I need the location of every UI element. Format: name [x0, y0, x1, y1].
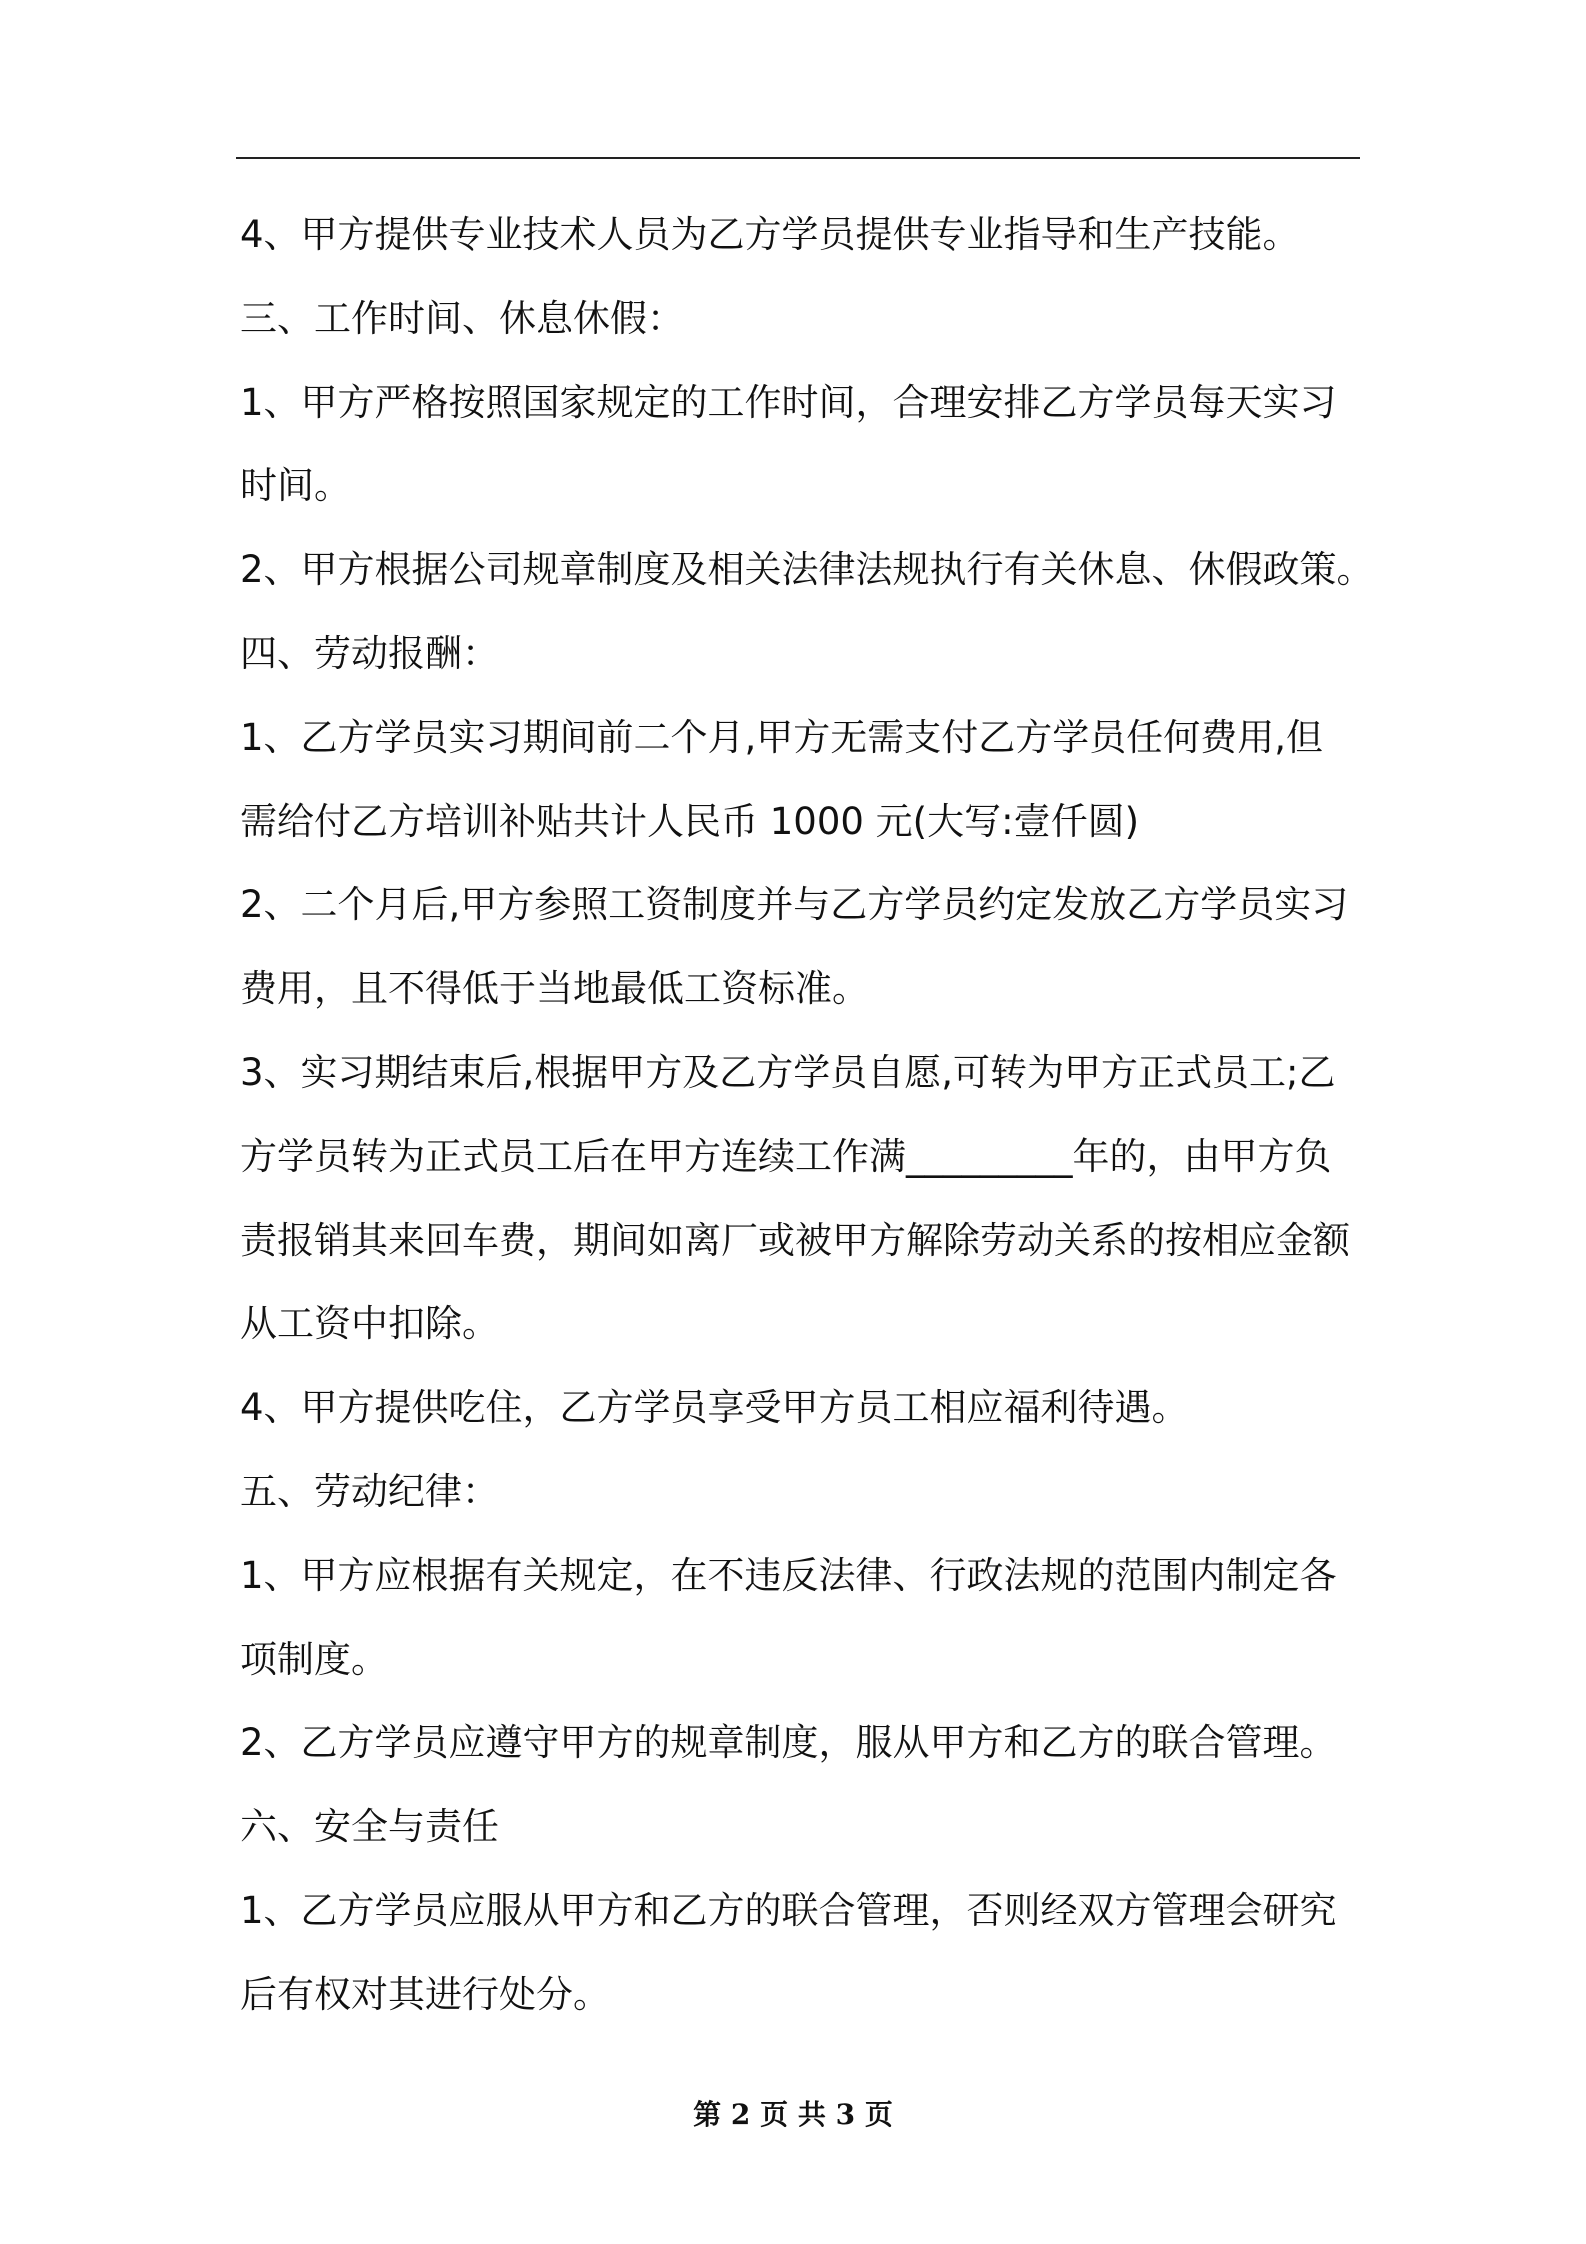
header-rule — [236, 157, 1360, 159]
section-heading: 三、工作时间、休息休假： — [240, 296, 684, 340]
document-body — [240, 193, 1374, 2037]
section-heading: 六、安全与责任 — [240, 1805, 499, 1849]
paragraph-line: 需给付乙方培训补贴共计人民币 1000 元(大写:壹仟圆) — [240, 799, 1140, 843]
paragraph-line: 项制度。 — [240, 1637, 388, 1681]
paragraph-line: 4、甲方提供吃住，乙方学员享受甲方员工相应福利待遇。 — [240, 1386, 1189, 1430]
section-heading: 五、劳动纪律： — [240, 1469, 499, 1513]
paragraph-line: 1、乙方学员应服从甲方和乙方的联合管理，否则经双方管理会研究 — [240, 1888, 1337, 1932]
paragraph-line: 责报销其来回车费，期间如离厂或被甲方解除劳动关系的按相应金额 — [240, 1218, 1350, 1262]
paragraph-line: 时间。 — [240, 464, 351, 508]
paragraph-line: 3、实习期结束后,根据甲方及乙方学员自愿,可转为甲方正式员工;乙 — [240, 1050, 1336, 1094]
paragraph-line: 后有权对其进行处分。 — [240, 1972, 610, 2016]
paragraph-line: 从工资中扣除。 — [240, 1302, 499, 1346]
paragraph-line: 2、甲方根据公司规章制度及相关法律法规执行有关休息、休假政策。 — [240, 548, 1374, 592]
paragraph-line: 2、二个月后,甲方参照工资制度并与乙方学员约定发放乙方学员实习 — [240, 883, 1349, 927]
paragraph-line: 1、乙方学员实习期间前二个月,甲方无需支付乙方学员任何费用,但 — [240, 715, 1324, 759]
paragraph-line: 1、甲方严格按照国家规定的工作时间，合理安排乙方学员每天实习 — [240, 380, 1337, 424]
paragraph-line: 2、乙方学员应遵守甲方的规章制度，服从甲方和乙方的联合管理。 — [240, 1721, 1337, 1765]
page-number-footer: 第 2 页 共 3 页 — [693, 2098, 893, 2131]
paragraph-line: 1、甲方应根据有关规定，在不违反法律、行政法规的范围内制定各 — [240, 1553, 1337, 1597]
section-heading: 四、劳动报酬： — [240, 631, 499, 675]
paragraph-line: 方学员转为正式员工后在甲方连续工作满_________年的，由甲方负 — [240, 1134, 1332, 1178]
paragraph-line: 费用，且不得低于当地最低工资标准。 — [240, 967, 869, 1011]
paragraph-line: 4、甲方提供专业技术人员为乙方学员提供专业指导和生产技能。 — [240, 213, 1300, 256]
